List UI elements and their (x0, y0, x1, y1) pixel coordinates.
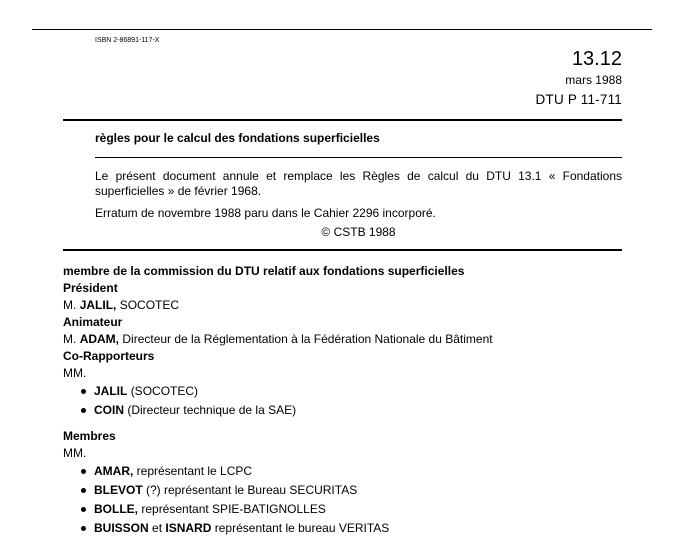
animateur-entry (63, 331, 653, 348)
member-name: BUISSON (94, 521, 149, 535)
intro-paragraph: Le présent document annule et remplace les Règles de calcul du DTU 13.1 « Fondations superficielles » de février 1968. (95, 169, 622, 198)
president-org: SOCOTEC (119, 298, 180, 312)
animateur-name: ADAM, (79, 332, 120, 346)
president-label: Président (63, 281, 118, 295)
commission-section (63, 263, 653, 538)
membres-prefix: MM. (63, 446, 87, 460)
corapporteurs-prefix: MM. (63, 366, 87, 380)
member-desc: représentant le LCPC (136, 464, 253, 478)
copyright: © CSTB 1988 (321, 225, 396, 239)
dtu-reference: DTU P 11-711 (535, 92, 622, 107)
list-item (63, 481, 653, 500)
list-item (63, 382, 653, 401)
president-entry (63, 297, 653, 314)
member-name: COIN (94, 403, 124, 417)
member-desc: (SOCOTEC) (130, 384, 199, 398)
erratum-note: Erratum de novembre 1988 paru dans le Cahier 2296 incorporé. (95, 206, 436, 220)
membres-label: Membres (63, 429, 116, 443)
title-bottom-rule (95, 157, 622, 158)
list-item (63, 462, 653, 481)
bullet-icon (81, 408, 86, 413)
document-title: règles pour le calcul des fondations superficielles (95, 131, 380, 145)
bullet-icon (81, 526, 86, 531)
president-name: JALIL, (79, 298, 117, 312)
top-rule (32, 29, 652, 30)
title-top-rule (63, 119, 622, 121)
member-desc: représentant le bureau VERITAS (214, 521, 390, 535)
corapporteurs-label: Co-Rapporteurs (63, 349, 155, 363)
member-name: BOLLE, (94, 502, 138, 516)
member-desc: (?) représentant le Bureau SECURITAS (146, 483, 358, 497)
document-date: mars 1988 (565, 73, 622, 87)
animateur-desc: Directeur de la Réglementation à la Fédération Nationale du Bâtiment (122, 332, 493, 346)
bullet-icon (81, 469, 86, 474)
isbn: ISBN 2-86891-117-X (95, 37, 160, 44)
document-code: 13.12 (571, 48, 622, 70)
list-item (63, 401, 653, 420)
section-rule (63, 249, 622, 251)
bullet-icon (81, 488, 86, 493)
animateur-prefix: M. (63, 332, 77, 346)
bullet-icon (81, 507, 86, 512)
member-desc: représentant SPIE-BATIGNOLLES (141, 502, 326, 516)
bullet-icon (81, 389, 86, 394)
member-name: JALIL (94, 384, 128, 398)
member-name: BLEVOT (94, 483, 143, 497)
member-name-2: ISNARD (165, 521, 212, 535)
member-desc: (Directeur technique de la SAE) (127, 403, 297, 417)
member-name: AMAR, (94, 464, 134, 478)
member-conjunction: et (152, 521, 163, 535)
commission-heading: membre de la commission du DTU relatif aux fondations superficielles (63, 264, 465, 278)
president-prefix: M. (63, 298, 77, 312)
list-item (63, 500, 653, 519)
list-item (63, 519, 653, 538)
animateur-label: Animateur (63, 315, 123, 329)
